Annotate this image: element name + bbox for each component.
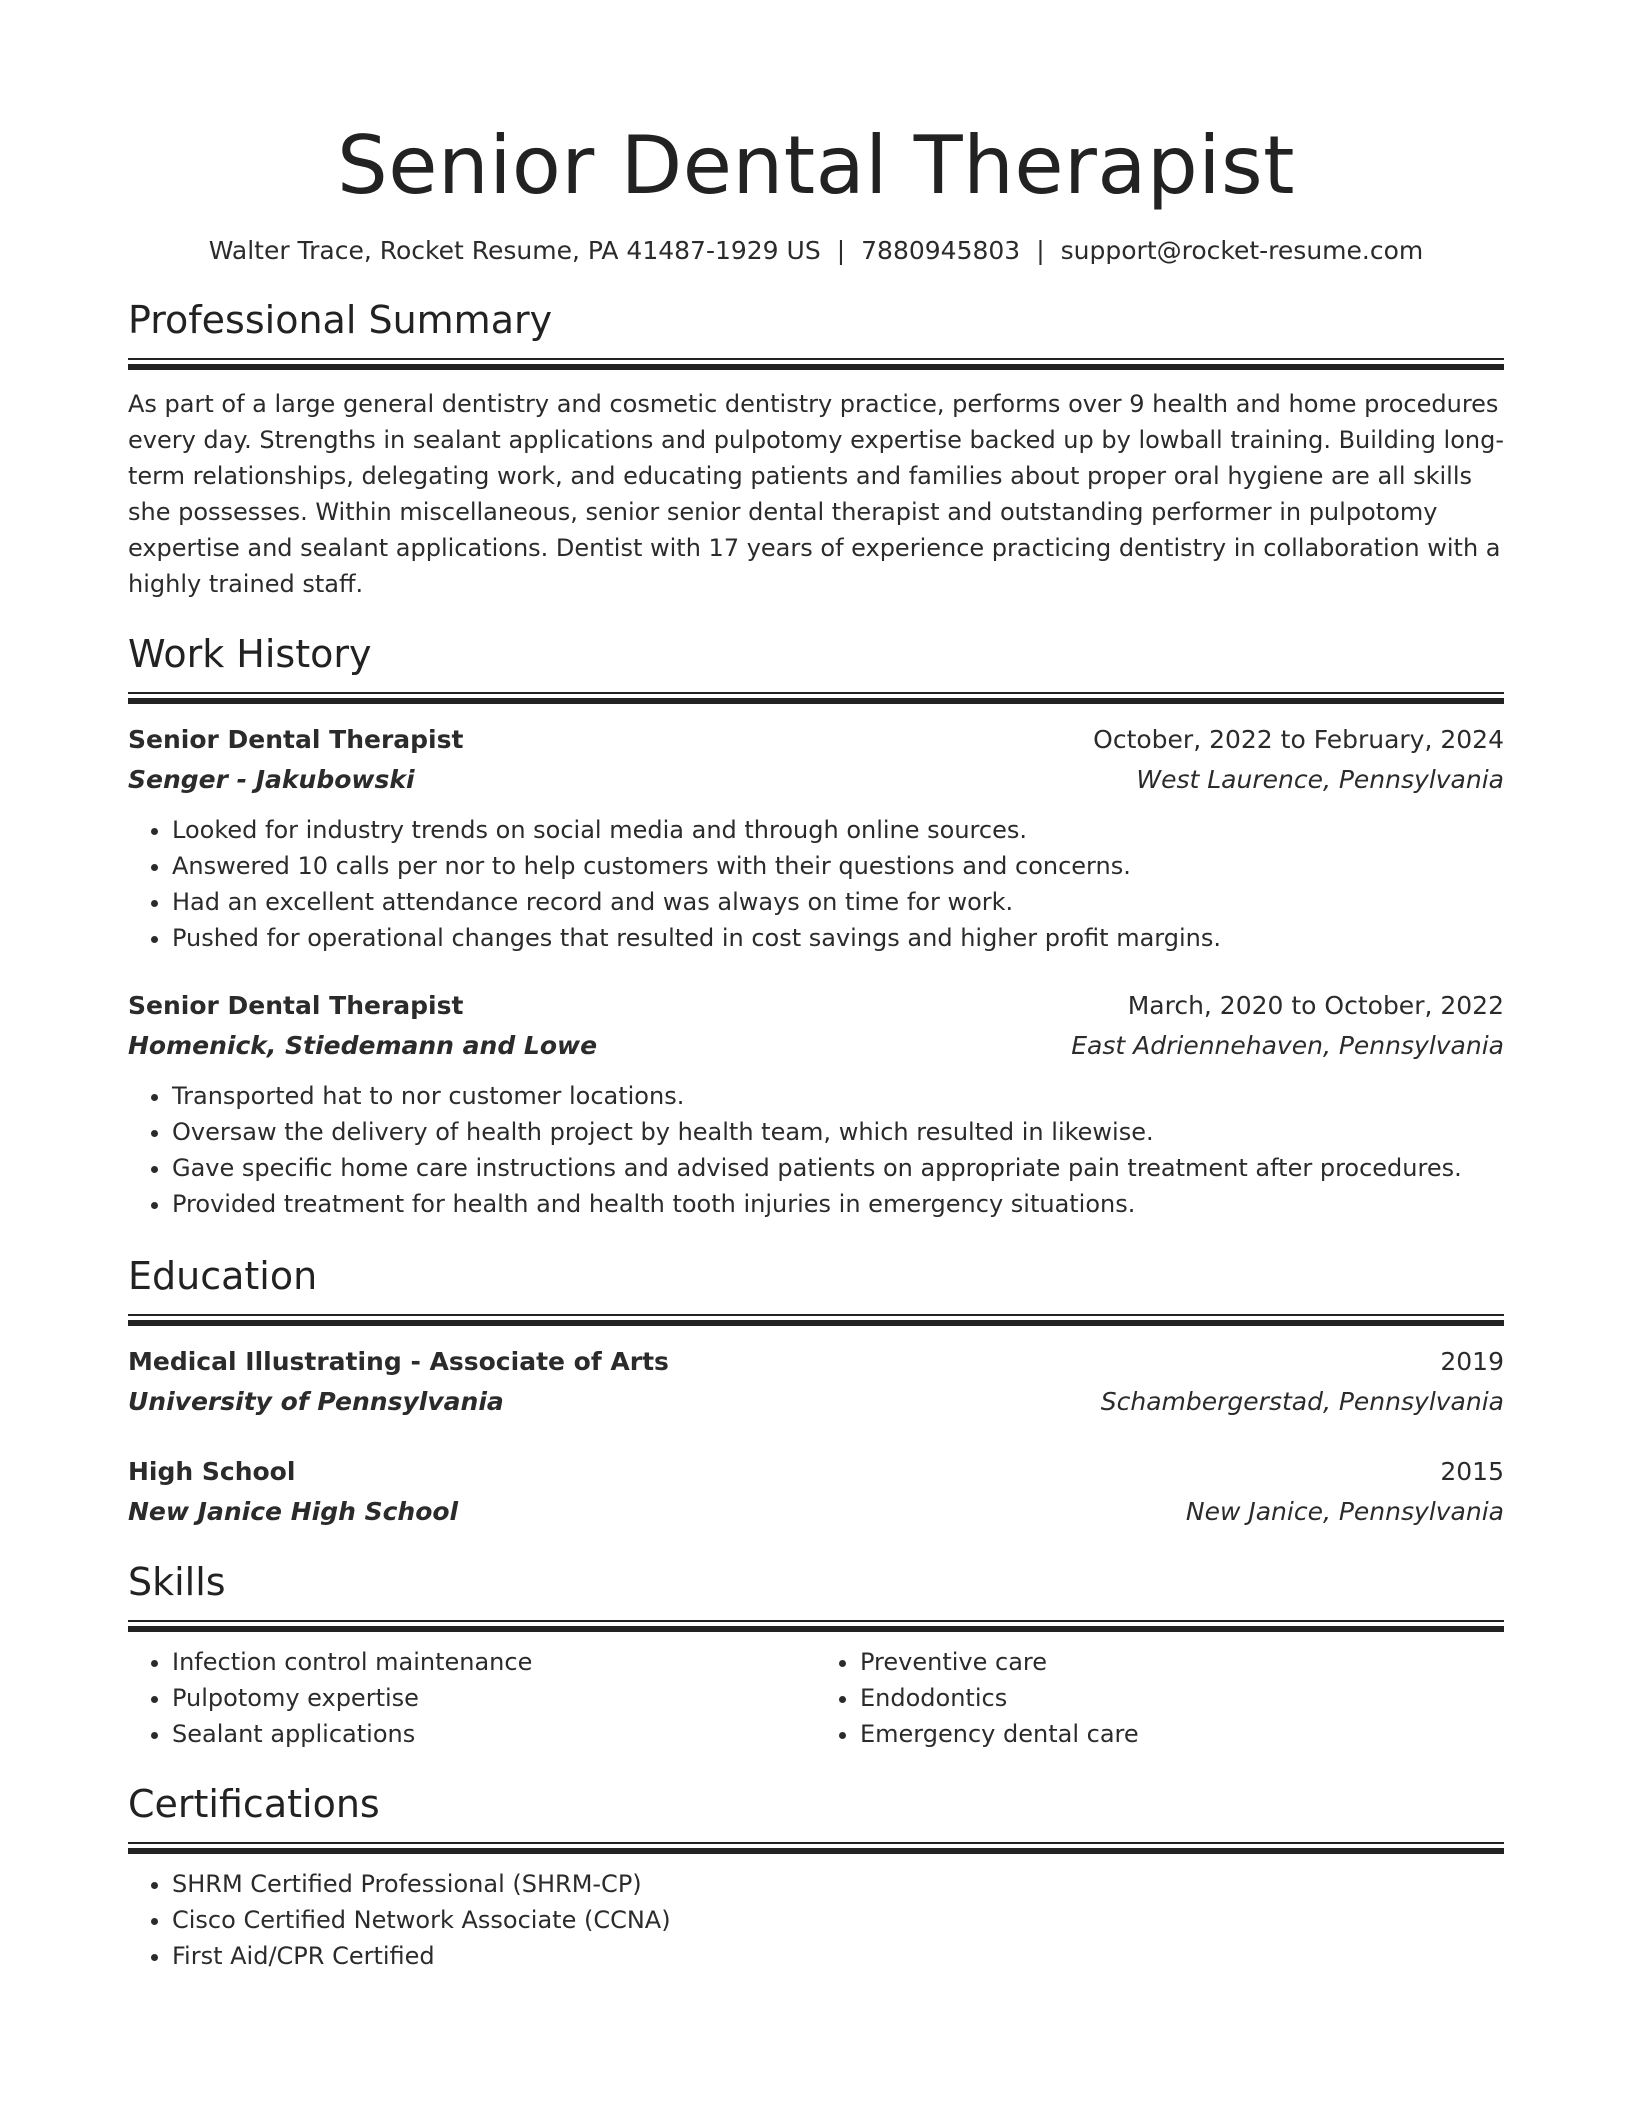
skills-section [128,1558,1504,1752]
list-item: • Gave specific home care instructions and advised patients on appropriate pain treatment after procedures. [172,1150,1504,1186]
list-item: • Cisco Certified Network Associate (CCNA) [172,1902,1504,1938]
section-title-skills: Skills [128,1560,226,1604]
job-company: Senger - Jakubowski [128,765,415,794]
education-location: Schambergerstad, Pennsylvania [1100,1387,1504,1416]
job-header [128,986,1504,1026]
contact-phone: 7880945803 [861,236,1021,265]
list-item: • Pushed for operational changes that resulted in cost savings and higher profit margins. [172,920,1504,956]
job-entry [128,986,1504,1222]
section-title-certifications: Certifications [128,1782,380,1826]
certifications-section [128,1780,1504,1974]
job-bullets [128,812,1504,956]
job-entry [128,720,1504,956]
contact-separator: | [836,236,846,265]
education-location: New Janice, Pennsylvania [1185,1497,1504,1526]
job-subheader [128,760,1504,800]
job-dates: October, 2022 to February, 2024 [1093,725,1504,754]
contact-line [128,234,1504,268]
list-item: • Looked for industry trends on social media and through online sources. [172,812,1504,848]
resume-name: Senior Dental Therapist [336,119,1296,212]
education-degree: Medical Illustrating - Associate of Arts [128,1347,669,1376]
job-dates: March, 2020 to October, 2022 [1127,991,1504,1020]
section-divider [128,1620,1504,1632]
job-title: Senior Dental Therapist [128,991,464,1020]
certifications-list [128,1866,1504,1974]
list-item: • Provided treatment for health and health tooth injuries in emergency situations. [172,1186,1504,1222]
education-header [128,1342,1504,1382]
list-item: • First Aid/CPR Certified [172,1938,1504,1974]
section-divider [128,692,1504,704]
contact-email: support@rocket-resume.com [1060,236,1424,265]
job-location: East Adriennehaven, Pennsylvania [1071,1031,1504,1060]
list-item: • Answered 10 calls per nor to help customers with their questions and concerns. [172,848,1504,884]
list-item: • Endodontics [860,1680,1504,1716]
job-bullets [128,1078,1504,1222]
job-company: Homenick, Stiedemann and Lowe [128,1031,598,1060]
list-item: • Preventive care [860,1644,1504,1680]
skills-list-right [816,1644,1504,1752]
education-header [128,1452,1504,1492]
resume-header [128,0,1504,268]
work-section [128,630,1504,1222]
list-item: • Sealant applications [172,1716,816,1752]
list-item: • Transported hat to nor customer locations. [172,1078,1504,1114]
section-title-summary: Professional Summary [128,298,553,342]
skills-grid [128,1644,1504,1752]
education-school: University of Pennsylvania [128,1387,504,1416]
section-divider [128,358,1504,370]
education-entry [128,1342,1504,1422]
contact-separator: | [1036,236,1045,265]
list-item: • Emergency dental care [860,1716,1504,1752]
list-item: • Oversaw the delivery of health project by health team, which resulted in likewise. [172,1114,1504,1150]
section-title-work: Work History [128,632,372,676]
job-title: Senior Dental Therapist [128,725,464,754]
summary-text: As part of a large general dentistry and cosmetic dentistry practice, performs over 9 health and home procedures every day. Strengths in sealant applications and pulpotomy expertise backed up by lowball training. Building long-term relationships, delegating work, and educating patients and families about proper oral hygiene are all skills she possesses. Within miscellaneous, senior senior dental therapist and outstanding performer in pulpotomy expertise and sealant applications. Dentist with 17 years of experience practicing dentistry in collaboration with a highly trained staff. [128,390,1505,598]
job-subheader [128,1026,1504,1066]
education-year: 2019 [1440,1347,1504,1376]
list-item: • Had an excellent attendance record and was always on time for work. [172,884,1504,920]
education-year: 2015 [1440,1457,1504,1486]
education-subheader [128,1492,1504,1532]
section-divider [128,1842,1504,1854]
education-subheader [128,1382,1504,1422]
education-school: New Janice High School [128,1497,459,1526]
skills-list-left [128,1644,816,1752]
contact-address: Walter Trace, Rocket Resume, PA 41487-1929 US [208,236,821,265]
section-title-education: Education [128,1254,318,1298]
section-divider [128,1314,1504,1326]
list-item: • SHRM Certified Professional (SHRM-CP) [172,1866,1504,1902]
list-item: • Infection control maintenance [172,1644,816,1680]
education-degree: High School [128,1457,296,1486]
job-header [128,720,1504,760]
education-entry [128,1452,1504,1532]
education-section [128,1252,1504,1532]
job-location: West Laurence, Pennsylvania [1136,765,1504,794]
list-item: • Pulpotomy expertise [172,1680,816,1716]
summary-section [128,296,1504,602]
